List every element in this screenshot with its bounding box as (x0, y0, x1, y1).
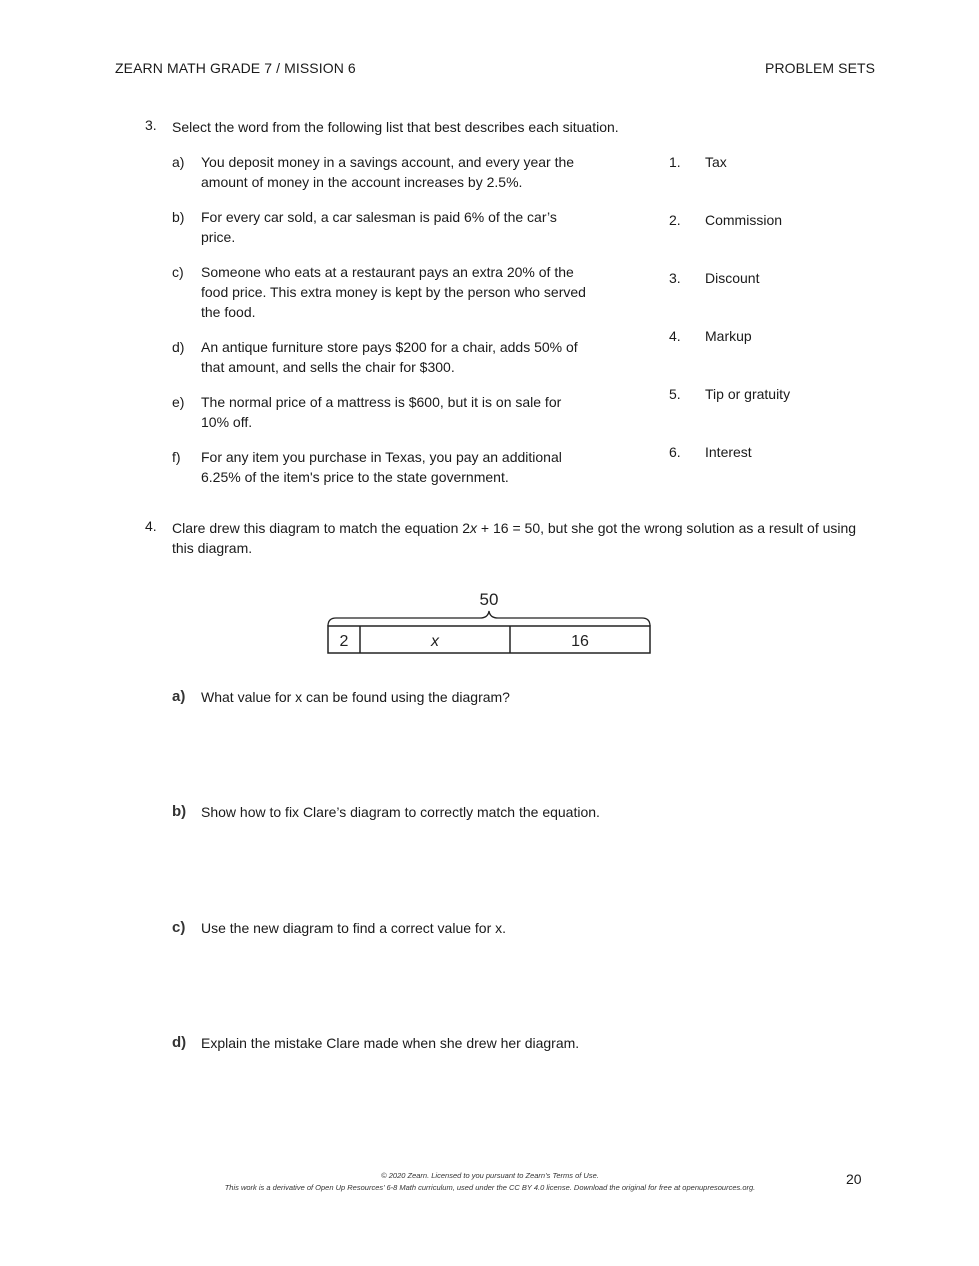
situation-text: An antique furniture store pays $200 for a chair, adds 50% of that amount, and sells the chair for $300. (201, 339, 578, 375)
option-text: Tax (705, 154, 727, 170)
situation-text: For every car sold, a car salesman is paid 6% of the car’s price. (201, 209, 557, 245)
q4-number: 4. (145, 518, 157, 534)
option-number: 6. (669, 444, 681, 460)
diagram-tape (328, 626, 650, 653)
footer-license: © 2020 Zearn. Licensed to you pursuant to Zearn’s Terms of Use. (381, 1171, 599, 1180)
diagram-total-label: 50 (479, 590, 499, 609)
diagram-segment-1: 2 (339, 633, 349, 650)
situation-label: e) (172, 394, 185, 410)
option-number: 2. (669, 212, 681, 228)
situation-label: f) (172, 449, 181, 465)
q3-number: 3. (145, 117, 157, 133)
option-text: Tip or gratuity (705, 386, 791, 402)
situation-label: d) (172, 339, 185, 355)
part-label: a) (172, 688, 186, 705)
q4-prompt-variable: x (470, 520, 478, 536)
footer-attribution: This work is a derivative of Open Up Resources’ 6-8 Math curriculum, used under the CC BY 4.0 license. Download the original for free at openupresources.org. (224, 1183, 756, 1192)
option-number: 5. (669, 386, 681, 402)
part-text: Use the new diagram to find a correct value for x. (201, 920, 507, 936)
q4-prompt-after: + 16 = 50, but she got the wrong solution as a result of using this diagram. (172, 520, 857, 556)
situation-text: Someone who eats at a restaurant pays an extra 20% of the food price. This extra money is kept by the person who served the food. (201, 264, 586, 320)
situation-text: For any item you purchase in Texas, you pay an additional 6.25% of the item's price to the state government. (201, 449, 562, 485)
option-number: 1. (669, 154, 681, 170)
part-label: c) (172, 919, 186, 936)
option-text: Interest (705, 444, 752, 460)
part-text: Show how to fix Clare’s diagram to correctly match the equation. (201, 804, 600, 820)
q3-prompt: Select the word from the following list that best describes each situation. (172, 119, 619, 135)
situation-label: b) (172, 209, 185, 225)
situation-text: You deposit money in a savings account, and every year the amount of money in the account increases by 2.5%. (201, 154, 575, 190)
option-text: Markup (705, 328, 752, 344)
situation-text: The normal price of a mattress is $600, but it is on sale for 10% off. (201, 394, 562, 430)
page-number: 20 (846, 1171, 862, 1187)
part-text: Explain the mistake Clare made when she drew her diagram. (201, 1035, 580, 1051)
option-text: Discount (705, 270, 760, 286)
situation-label: a) (172, 154, 185, 170)
q4-prompt (172, 518, 862, 558)
situation-label: c) (172, 264, 184, 280)
header-section: PROBLEM SETS (765, 60, 876, 76)
part-label: b) (172, 803, 187, 820)
diagram-segment-2: x (431, 633, 439, 650)
header-title: ZEARN MATH GRADE 7 / MISSION 6 (115, 60, 356, 76)
diagram-segment-3: 16 (571, 633, 589, 650)
option-text: Commission (705, 212, 783, 228)
diagram-brace (328, 611, 650, 626)
option-number: 4. (669, 328, 681, 344)
q4-prompt-before: Clare drew this diagram to match the equation 2 (172, 520, 471, 536)
part-text: What value for x can be found using the diagram? (201, 689, 510, 705)
tape-diagram (320, 584, 660, 660)
option-number: 3. (669, 270, 681, 286)
part-label: d) (172, 1034, 187, 1051)
